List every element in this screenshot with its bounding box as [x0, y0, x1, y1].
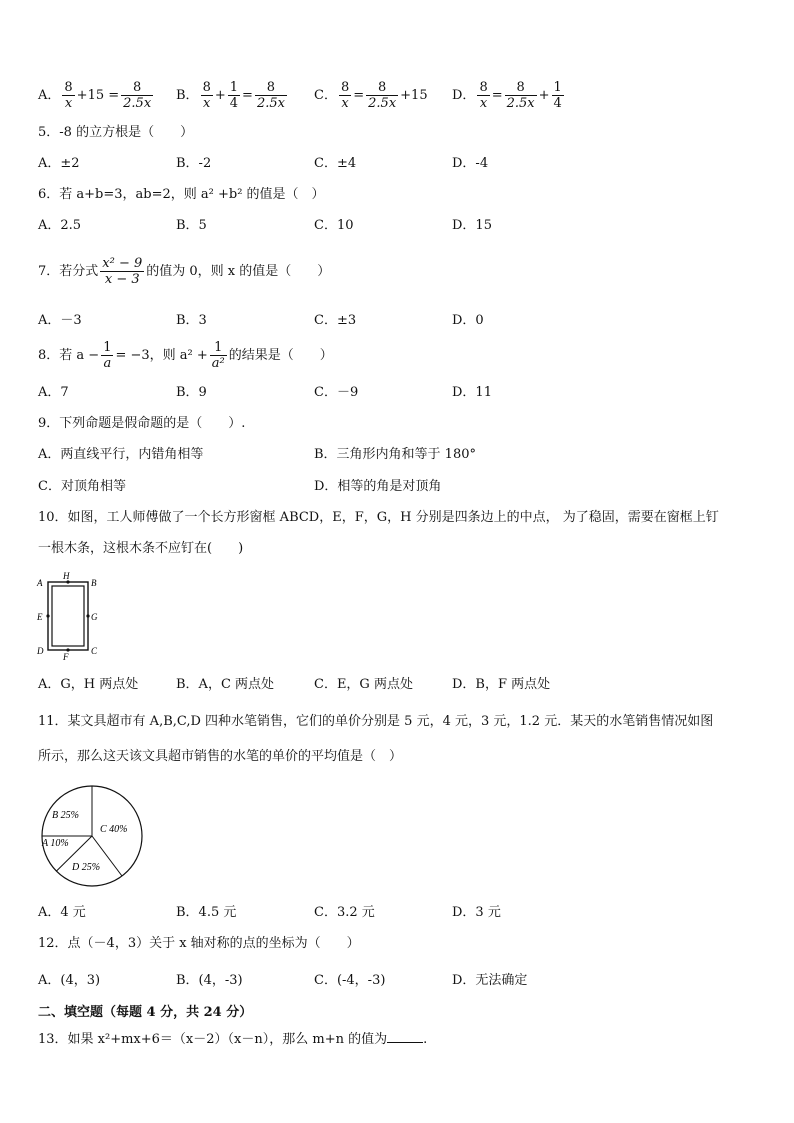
q11-option-c: C．3.2 元 [314, 905, 375, 920]
q10-option-a: A．G，H 两点处 [38, 677, 139, 692]
window-frame-figure [34, 570, 104, 662]
label-e: E [37, 612, 43, 622]
q6-option-d: D．15 [452, 218, 492, 233]
q4-option-c: C． $\frac{8}{x}$ = $\frac{8}{2.5x}$ +15 [314, 80, 428, 111]
q5-option-d: D．-4 [452, 156, 489, 171]
q7-stem: 7．若分式 $\frac{\text{x² − 9}}{x - 3}$ 的值为 0，则 x 的值是（ ） [38, 256, 331, 287]
slice-label-b: B 25% [52, 810, 79, 821]
section-heading: 二、填空题（每题 4 分，共 24 分） [38, 1005, 253, 1020]
q11-stem-line2: 所示，那么这天该文具超市销售的水笔的单价的平均值是（ ） [38, 749, 403, 764]
q8-stem: 8．若 a − $\frac{1}{a}$ = −3，则 a² + $\frac{1}{\text{a²}}$ 的结果是（ ） [38, 340, 333, 371]
q7-option-b: B．3 [176, 313, 207, 328]
q10-option-d: D．B，F 两点处 [452, 677, 551, 692]
q8-option-b: B．9 [176, 385, 207, 400]
q5-option-c: C．±4 [314, 156, 357, 171]
q10-option-b: B．A，C 两点处 [176, 677, 275, 692]
pen-sales-pie-chart [36, 778, 148, 894]
q11-option-a: A．4 元 [38, 905, 86, 920]
label-d: D [37, 646, 44, 656]
q12-option-c: C．(-4，-3) [314, 973, 386, 988]
q6-option-b: B．5 [176, 218, 207, 233]
label-b: B [91, 578, 97, 588]
slice-label-d: D 25% [72, 862, 101, 873]
q7-option-d: D．0 [452, 313, 484, 328]
q9-option-c: C．对顶角相等 [38, 479, 126, 494]
q13-stem: 13．如果 x²+mx+6＝（x－2）（x－n），那么 m+n 的值为 . [38, 1032, 428, 1047]
q12-option-d: D．无法确定 [452, 973, 528, 988]
q6-stem: 6．若 a+b=3，ab=2，则 a² +b² 的值是（ ） [38, 187, 325, 202]
q5-option-b: B．-2 [176, 156, 212, 171]
q12-option-b: B．(4，-3) [176, 973, 243, 988]
label-f: F [63, 652, 69, 662]
q6-option-a: A．2.5 [38, 218, 82, 233]
q11-option-d: D．3 元 [452, 905, 501, 920]
q7-option-c: C．±3 [314, 313, 357, 328]
q5-stem: 5．-8 的立方根是（ ） [38, 125, 194, 140]
q11-stem-line1: 11．某文具超市有 A,B,C,D 四种水笔销售，它们的单价分别是 5 元，4 元，3 元，1.2 元．某天的水笔销售情况如图 [38, 714, 714, 729]
q12-option-a: A．(4，3) [38, 973, 101, 988]
q10-stem-line2: 一根木条，这根木条不应钉在( ) [38, 541, 244, 556]
q9-stem: 9．下列命题是假命题的是（ ）. [38, 416, 246, 431]
label-h: H [63, 571, 70, 581]
q8-option-a: A．7 [38, 385, 69, 400]
q9-option-d: D．相等的角是对顶角 [314, 479, 442, 494]
q8-option-d: D．11 [452, 385, 492, 400]
q12-stem: 12．点（－4，3）关于 x 轴对称的点的坐标为（ ） [38, 936, 360, 951]
q4-option-a: A． $\frac{8}{x}$ +15 = $\frac{8}{2.5x}$ [38, 80, 152, 111]
answer-blank[interactable] [387, 1030, 423, 1043]
q4-option-d: D． $\frac{8}{x}$ = $\frac{8}{2.5x}$ + $\frac{1}{4}$ [452, 80, 562, 111]
q11-option-b: B．4.5 元 [176, 905, 237, 920]
q9-option-a: A．两直线平行，内错角相等 [38, 447, 204, 462]
q10-stem-line1: 10．如图，工人师傅做了一个长方形窗框 ABCD，E，F，G，H 分别是四条边上的中点， 为了稳固，需要在窗框上钉 [38, 510, 719, 525]
q6-option-c: C．10 [314, 218, 354, 233]
label-a: A [37, 578, 43, 588]
q10-option-c: C．E，G 两点处 [314, 677, 413, 692]
q4-option-b: B． $\frac{8}{x}$ + $\frac{1}{4}$ = $\frac{8}{2.5x}$ [176, 80, 285, 111]
q8-option-c: C．－9 [314, 385, 359, 400]
q5-option-a: A．±2 [38, 156, 80, 171]
label-c: C [91, 646, 98, 656]
q7-option-a: A．－3 [38, 313, 82, 328]
q9-option-b: B．三角形内角和等于 180° [314, 447, 476, 462]
slice-label-a: A 10% [42, 838, 69, 849]
label-g: G [91, 612, 98, 622]
slice-label-c: C 40% [100, 824, 128, 835]
